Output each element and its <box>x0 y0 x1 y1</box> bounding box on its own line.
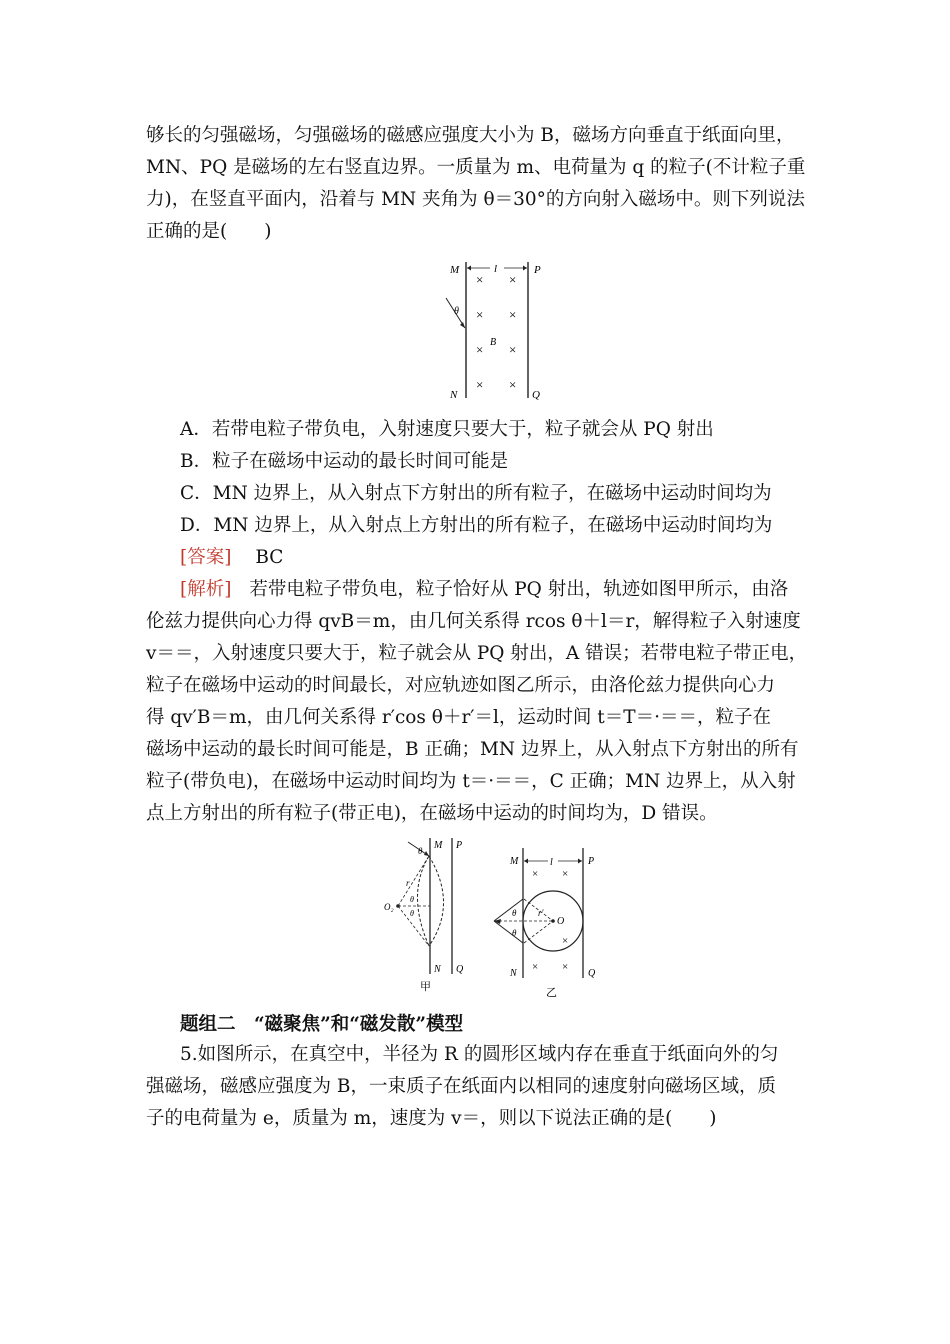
label-Q: Q <box>456 964 464 975</box>
intro-line-2: MN、PQ 是磁场的左右竖直边界。一质量为 m、电荷量为 q 的粒子(不计粒子重 <box>146 157 806 178</box>
analysis-line-4: 粒子在磁场中运动的时间最长，对应轨迹如图乙所示，由洛伦兹力提供向心力 <box>146 675 776 696</box>
label-r: r <box>406 878 410 888</box>
label-M: M <box>434 840 443 851</box>
cross: × <box>509 272 517 287</box>
analysis-line-1: [解析] 若带电粒子带负电，粒子恰好从 PQ 射出，轨迹如图甲所示，由洛 <box>180 579 789 600</box>
figure-jia <box>376 834 481 996</box>
option-a: A．若带电粒子带负电，入射速度只要大于，粒子就会从 PQ 射出 <box>180 419 714 440</box>
label-P: P <box>456 840 463 851</box>
label-P: P <box>534 264 541 276</box>
figure-yi <box>490 844 610 1000</box>
answer-value: BC <box>255 547 284 568</box>
label-N: N <box>510 968 517 979</box>
cross: × <box>562 935 569 947</box>
intro-line-1: 够长的匀强磁场，匀强磁场的磁感应强度大小为 B，磁场方向垂直于纸面向里， <box>146 125 795 146</box>
label-theta: θ <box>454 306 459 317</box>
option-d: D．MN 边界上，从入射点上方射出的所有粒子，在磁场中运动时间均为 <box>180 515 773 536</box>
field-strip-figure <box>440 258 560 403</box>
cross: × <box>562 961 569 973</box>
option-b: B．粒子在磁场中运动的最长时间可能是 <box>180 451 509 472</box>
cross: × <box>562 868 569 880</box>
cross: × <box>532 961 539 973</box>
label-O2: O₂ <box>384 902 394 912</box>
label-r-prime: r′ <box>538 908 544 918</box>
q5-line-1: 5.如图所示，在真空中，半径为 R 的圆形区域内存在垂直于纸面向外的匀 <box>180 1044 779 1065</box>
answer-line <box>180 545 283 571</box>
label-B: B <box>490 337 497 348</box>
analysis-line-5: 得 qv′B＝m，由几何关系得 r′cos θ＋r′＝l，运动时间 t＝T＝·＝＝，粒子在 <box>146 707 771 728</box>
label-O: O <box>557 916 565 927</box>
analysis-line-8: 点上方射出的所有粒子(带正电)，在磁场中运动的时间均为，D 错误。 <box>146 803 718 824</box>
label-theta: θ <box>512 908 517 918</box>
analysis-line-6: 磁场中运动的最长时间可能是，B 正确；MN 边界上，从入射点下方射出的所有 <box>146 739 799 760</box>
label-N: N <box>450 389 458 401</box>
q5-line-3: 子的电荷量为 e，质量为 m，速度为 v＝，则以下说法正确的是( ) <box>146 1108 717 1129</box>
option-c: C．MN 边界上，从入射点下方射出的所有粒子，在磁场中运动时间均为 <box>180 483 772 504</box>
q5-line-2: 强磁场，磁感应强度为 B，一束质子在纸面内以相同的速度射向磁场区域，质 <box>146 1076 776 1097</box>
label-Q: Q <box>588 968 596 979</box>
label-l: l <box>494 263 498 275</box>
cross: × <box>509 377 517 392</box>
analysis-tag: [解析] <box>180 579 232 600</box>
label-M: M <box>450 264 460 276</box>
label-M: M <box>510 856 519 867</box>
label-Q: Q <box>532 389 540 401</box>
cross: × <box>476 272 484 287</box>
label-P: P <box>588 856 595 867</box>
analysis-line-3: v＝＝，入射速度只要大于，粒子就会从 PQ 射出，A 错误；若带电粒子带正电， <box>146 643 808 664</box>
caption-jia: 甲 <box>420 981 431 993</box>
label-l: l <box>550 857 553 868</box>
section-title: 题组二 “磁聚焦”和“磁发散”模型 <box>180 1014 464 1035</box>
label-theta: θ <box>512 928 517 938</box>
cross: × <box>532 868 539 880</box>
cross: × <box>509 342 517 357</box>
caption-yi: 乙 <box>546 987 557 999</box>
analysis-line-7: 粒子(带负电)，在磁场中运动时间均为 t＝·＝＝，C 正确；MN 边界上，从入射 <box>146 771 796 792</box>
label-N: N <box>434 964 441 975</box>
cross: × <box>476 342 484 357</box>
cross: × <box>476 307 484 322</box>
analysis-line-2: 伦兹力提供向心力得 qvB＝m，由几何关系得 rcos θ＋l＝r，解得粒子入射速度 <box>146 611 801 632</box>
answer-tag: [答案] <box>180 547 232 568</box>
label-theta: θ <box>418 846 423 856</box>
cross: × <box>509 307 517 322</box>
cross: × <box>476 377 484 392</box>
label-theta: θ <box>410 895 414 904</box>
label-theta: θ <box>410 909 414 918</box>
intro-line-4: 正确的是( ) <box>146 221 272 242</box>
intro-line-3: 力)，在竖直平面内，沿着与 MN 夹角为 θ＝30°的方向射入磁场中。则下列说法 <box>146 189 805 210</box>
